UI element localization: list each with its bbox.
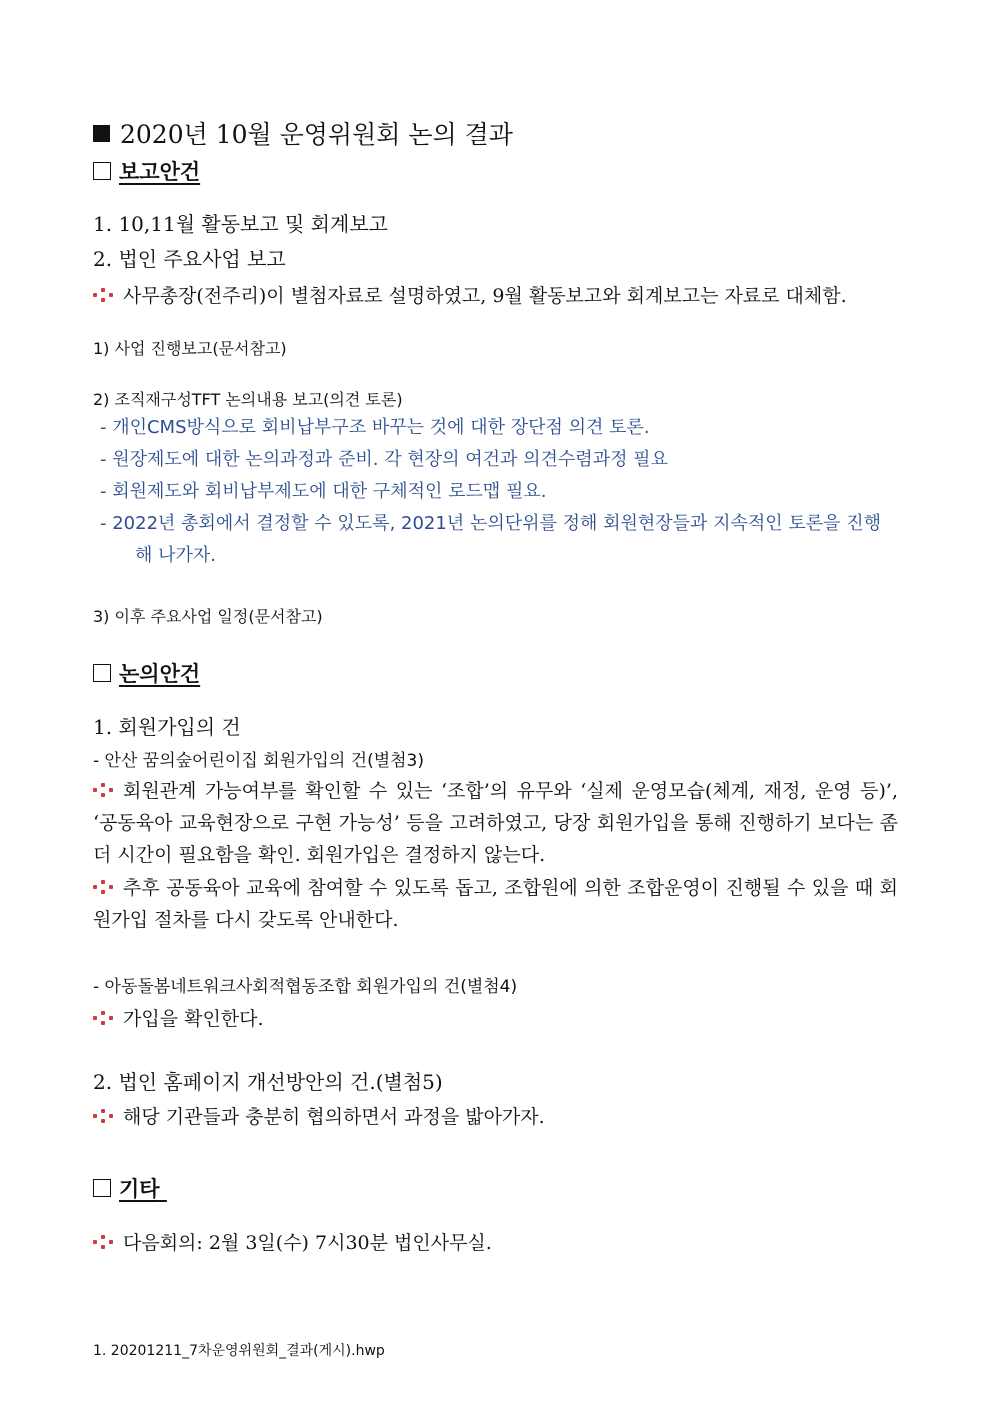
sub2-point: - 원장제도에 대한 논의과정과 준비. 각 현장의 여건과 의견수렴과정 필요 bbox=[100, 449, 668, 470]
etc-note: 다음회의: 2월 3일(수) 7시30분 법인사무실. bbox=[93, 1228, 492, 1255]
sub2-point: - 회원제도와 회비납부제도에 대한 구체적인 로드맵 필요. bbox=[100, 481, 547, 502]
section-heading-etc: 기타 bbox=[93, 1173, 167, 1203]
report-item-1: 1. 10,11월 활동보고 및 회계보고 bbox=[93, 212, 388, 236]
red-dot-bullet-icon bbox=[93, 783, 115, 797]
case1-note-1: 회원관계 가능여부를 확인할 수 있는 ‘조합’의 유무와 ‘실제 운영모습(체계, 재정, 운영 등)’, ‘공동육아 교육현장으로 구현 가능성’ 등을 고려하였고, 당장 회원가입을 통해 진행하기 보다는 좀 더 시간이 필요함을 확인. 회원가입은 결정하지 않는다. bbox=[93, 780, 898, 866]
empty-box-icon bbox=[93, 664, 111, 682]
empty-box-icon bbox=[93, 162, 111, 180]
sub2-point: - 2022년 총회에서 결정할 수 있도록, 2021년 논의단위를 정해 회원현장들과 지속적인 토론을 진행 bbox=[100, 513, 882, 534]
red-dot-bullet-icon bbox=[93, 1109, 115, 1123]
footer-filename: 1. 20201211_7차운영위원회_결과(게시).hwp bbox=[93, 1343, 385, 1359]
item2-note: 해당 기관들과 충분히 협의하면서 과정을 밟아가자. bbox=[93, 1102, 545, 1129]
discussion-item-1: 1. 회원가입의 건 bbox=[93, 715, 241, 739]
report-note: 사무총장(전주리)이 별첨자료로 설명하였고, 9월 활동보고와 회계보고는 자료로 대체함. bbox=[93, 281, 847, 308]
page-title: 2020년 10월 운영위원회 논의 결과 bbox=[93, 115, 513, 151]
report-sub-2: 2) 조직재구성TFT 논의내용 보고(의견 토론) bbox=[93, 390, 403, 409]
discussion-case-2: - 아동돌봄네트워크사회적협동조합 회원가입의 건(별첨4) bbox=[93, 977, 518, 997]
red-dot-bullet-icon bbox=[93, 1235, 115, 1249]
discussion-item-2: 2. 법인 홈페이지 개선방안의 건.(별첨5) bbox=[93, 1070, 443, 1094]
sub2-point-continuation: 해 나가자. bbox=[135, 545, 216, 566]
case1-note-2: 추후 공동육아 교육에 참여할 수 있도록 돕고, 조합원에 의한 조합운영이 진행될 수 있을 때 회원가입 절차를 다시 갖도록 안내한다. bbox=[93, 877, 898, 931]
section-heading-report: 보고안건 bbox=[93, 156, 200, 186]
empty-box-icon bbox=[93, 1179, 111, 1197]
red-dot-bullet-icon bbox=[93, 1011, 115, 1025]
case2-note: 가입을 확인한다. bbox=[93, 1004, 264, 1031]
discussion-case-1: - 안산 꿈의숲어린이집 회원가입의 건(별첨3) bbox=[93, 751, 425, 771]
red-dot-bullet-icon bbox=[93, 880, 115, 894]
sub2-point: - 개인CMS방식으로 회비납부구조 바꾸는 것에 대한 장단점 의견 토론. bbox=[100, 417, 650, 438]
report-item-2: 2. 법인 주요사업 보고 bbox=[93, 247, 286, 271]
section-heading-discussion: 논의안건 bbox=[93, 658, 200, 688]
report-sub-1: 1) 사업 진행보고(문서참고) bbox=[93, 339, 287, 358]
report-sub-3: 3) 이후 주요사업 일정(문서참고) bbox=[93, 607, 323, 626]
red-dot-bullet-icon bbox=[93, 288, 115, 302]
black-square-icon bbox=[93, 125, 110, 142]
